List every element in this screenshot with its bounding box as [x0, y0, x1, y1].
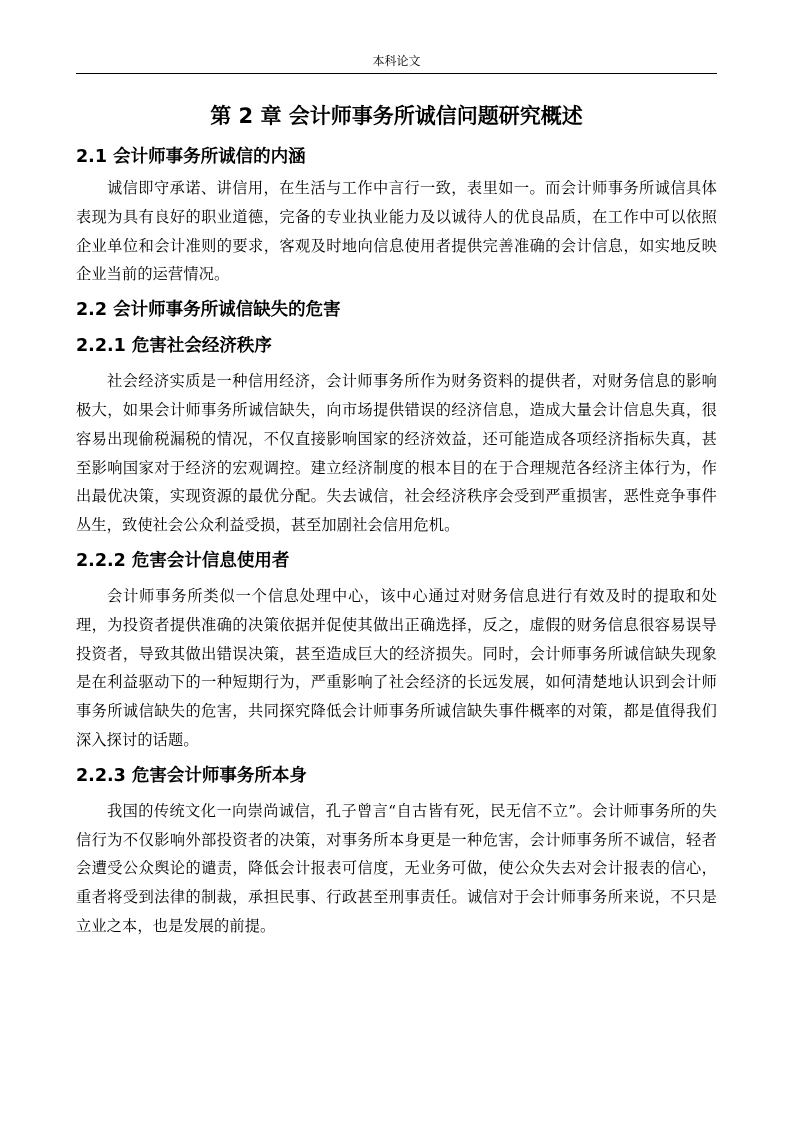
page-content	[76, 98, 717, 941]
section-heading-2-2: 2.2 会计师事务所诚信缺失的危害	[76, 300, 341, 321]
chapter-title: 第 2 章 会计师事务所诚信问题研究概述	[210, 104, 583, 128]
section-heading-2-2-3: 2.2.3 危害会计师事务所本身	[76, 765, 307, 786]
section-heading-2-2-1: 2.2.1 危害社会经济秩序	[76, 336, 272, 357]
paragraph-2-2-3: 我国的传统文化一向崇尚诚信，孔子曾言“自古皆有死，民无信不立”。会计师事务所的失信行为不仅影响外部投资者的决策，对事务所本身更是一种危害，会计师事务所不诚信，轻者会遭受公众舆论的谴责，降低会计报表可信度，无业务可做，使公众失去对会计报表的信心，重者将受到法律的制裁，承担民事、行政甚至刑事责任。诚信对于会计师事务所来说，不只是立业之本，也是发展的前提。	[76, 801, 717, 935]
section-heading-2-2-2: 2.2.2 危害会计信息使用者	[76, 550, 290, 571]
header-divider	[76, 73, 717, 74]
paragraph-2-2-1: 社会经济实质是一种信用经济，会计师事务所作为财务资料的提供者，对财务信息的影响极大，如果会计师事务所诚信缺失，向市场提供错误的经济信息，造成大量会计信息失真，很容易出现偷税漏税的情况，不仅直接影响国家的经济效益，还可能造成各项经济指标失真，甚至影响国家对于经济的宏观调控。建立经济制度的根本目的在于合理规范各经济主体行为，作出最优决策，实现资源的最优分配。失去诚信，社会经济秩序会受到严重损害，恶性竞争事件丛生，致使社会公众利益受损，甚至加剧社会信用危机。	[76, 372, 717, 535]
running-header: 本科论文	[372, 54, 421, 68]
paragraph-2-1: 诚信即守承诺、讲信用，在生活与工作中言行一致，表里如一。而会计师事务所诚信具体表现为具有良好的职业道德，完备的专业执业能力及以诚待人的优良品质，在工作中可以依照企业单位和会计准则的要求，客观及时地向信息使用者提供完善准确的会计信息，如实地反映企业当前的运营情况。	[76, 179, 717, 284]
section-heading-2-1: 2.1 会计师事务所诚信的内涵	[76, 147, 306, 167]
paragraph-2-2-2: 会计师事务所类似一个信息处理中心，该中心通过对财务信息进行有效及时的提取和处理，为投资者提供准确的决策依据并促使其做出正确选择，反之，虚假的财务信息很容易误导投资者，导致其做出错误决策，甚至造成巨大的经济损失。同时，会计师事务所诚信缺失现象是在利益驱动下的一种短期行为，严重影响了社会经济的长远发展，如何清楚地认识到会计师事务所诚信缺失的危害，共同探究降低会计师事务所诚信缺失事件概率的对策，都是值得我们深入探讨的话题。	[76, 586, 717, 749]
